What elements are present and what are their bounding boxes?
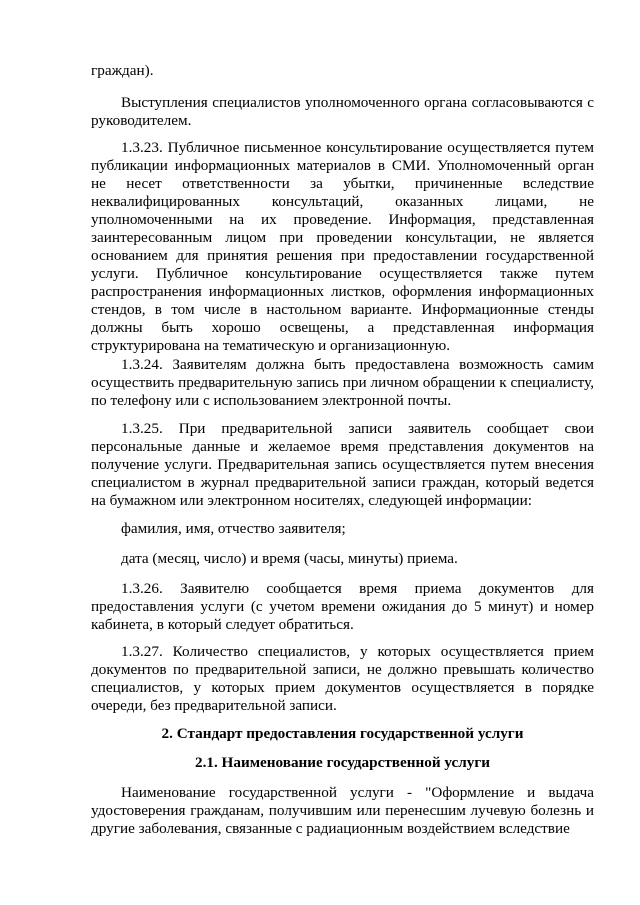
paragraph-1-3-24: 1.3.24. Заявителям должна быть предоставлена возможность самим осуществить предварительную запись при личном обращении к специалисту, по телефону или с использованием электронной почты. bbox=[91, 356, 594, 409]
list-item-date-time: дата (месяц, число) и время (часы, минуты) приема. bbox=[121, 550, 458, 567]
paragraph-specialists-speeches: Выступления специалистов уполномоченного органа согласовываются с руководителем. bbox=[91, 94, 594, 129]
list-item-full-name: фамилия, имя, отчество заявителя; bbox=[121, 520, 346, 537]
paragraph-1-3-27: 1.3.27. Количество специалистов, у которых осуществляется прием документов по предварительной записи, не должно превышать количество специалистов, у которых прием документов осуществляется в порядке очереди, без предварительной записи. bbox=[91, 643, 594, 714]
paragraph-1-3-23: 1.3.23. Публичное письменное консультирование осуществляется путем публикации информационных материалов в СМИ. Уполномоченный орган не несет ответственности за убытки, причиненные вследствие неквалифицированных консультаций, оказанных лицами, не уполномоченными на их проведение. Информация, представленная заинтересованным лицом при проведении консультации, не является основанием для принятия решения при предоставлении государственной услуги. Публичное консультирование осуществляется также путем распространения информационных листков, оформления информационных стендов, в том числе в настольном варианте. Информационные стенды должны быть хорошо освещены, а представленная информация структурирована на тематическую и организационную. bbox=[91, 139, 594, 354]
section-heading: 2. Стандарт предоставления государственной услуги bbox=[161, 725, 524, 742]
paragraph-service-name: Наименование государственной услуги - "Оформление и выдача удостоверения гражданам, получившим или перенесшим лучевую болезнь и другие заболевания, связанные с радиационным воздействием вследствие bbox=[91, 784, 594, 837]
paragraph-1-3-25: 1.3.25. При предварительной записи заявитель сообщает свои персональные данные и желаемое время представления документов на получение услуги. Предварительная запись осуществляется путем внесения специалистом в журнал предварительной записи граждан, который ведется на бумажном или электронном носителях, следующей информации: bbox=[91, 420, 594, 509]
subsection-heading: 2.1. Наименование государственной услуги bbox=[194, 754, 491, 771]
paragraph-continuation: граждан). bbox=[91, 62, 154, 79]
paragraph-1-3-26: 1.3.26. Заявителю сообщается время приема документов для предоставления услуги (с учетом времени ожидания до 5 минут) и номер кабинета, в который следует обратиться. bbox=[91, 580, 594, 633]
